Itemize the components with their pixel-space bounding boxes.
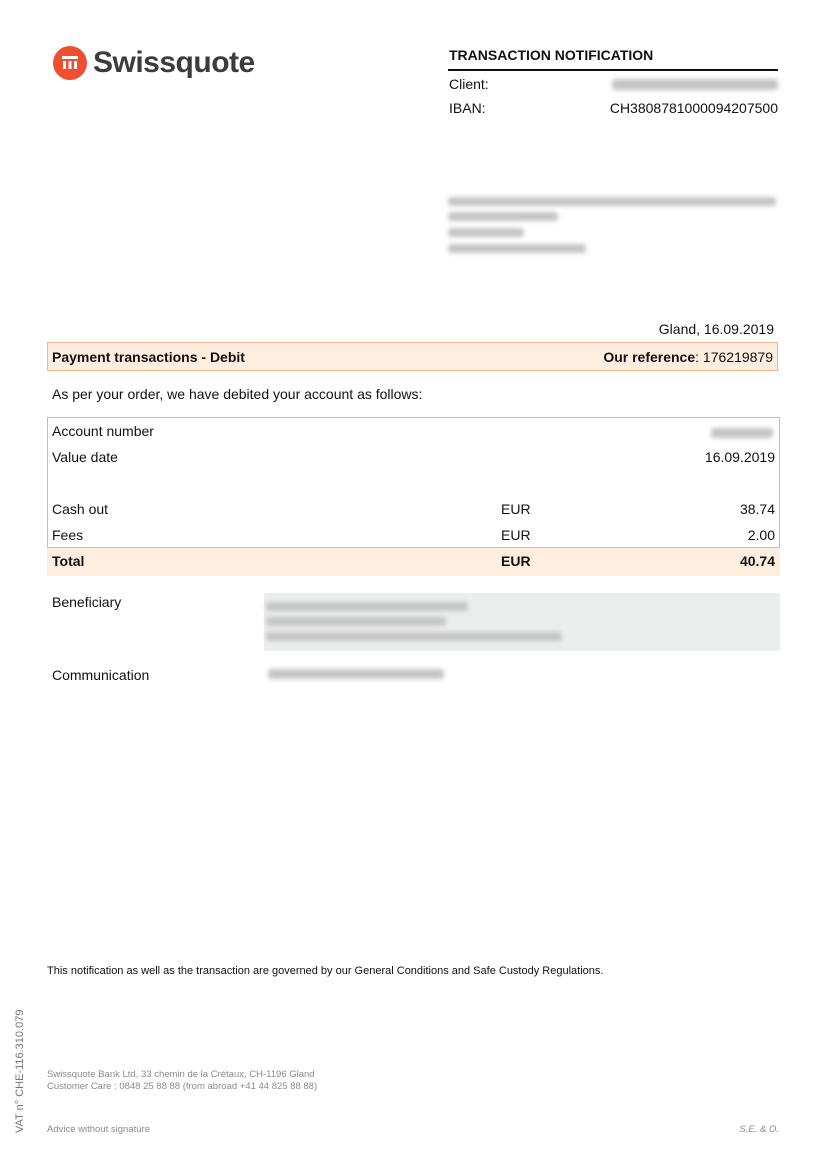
- address-line-redacted: [448, 244, 586, 253]
- logo-wordmark: Swissquote: [93, 46, 255, 79]
- line-currency: EUR: [501, 501, 531, 517]
- total-currency: EUR: [501, 553, 531, 569]
- iban-value: CH3808781000094207500: [609, 100, 778, 116]
- address-line-redacted: [448, 197, 776, 206]
- bank-icon: [53, 46, 87, 80]
- total-label: Total: [52, 553, 85, 569]
- vat-number: VAT n° CHE-116.310.079: [14, 1009, 26, 1133]
- value-date-label: Value date: [52, 449, 118, 465]
- line-currency: EUR: [501, 527, 531, 543]
- transaction-type-bar: [47, 342, 778, 371]
- transaction-details-table: [47, 417, 780, 575]
- footer-customer-care: Customer Care : 0848 25 88 88 (from abroad +41 44 825 88 88): [47, 1080, 318, 1092]
- line-amount: 38.74: [739, 501, 775, 517]
- intro-text: As per your order, we have debited your account as follows:: [52, 386, 423, 402]
- document-title: TRANSACTION NOTIFICATION: [449, 47, 654, 63]
- footer-address: [47, 1069, 317, 1092]
- table-row: [52, 501, 775, 521]
- line-label: Fees: [52, 527, 84, 543]
- beneficiary-line-redacted: [266, 602, 468, 611]
- errors-omissions-note: S.E. & O.: [739, 1124, 779, 1135]
- total-row: [47, 547, 780, 576]
- client-name-redacted: [612, 79, 778, 90]
- address-line-redacted: [448, 228, 524, 237]
- beneficiary-line-redacted: [266, 632, 562, 641]
- reference: [603, 349, 773, 365]
- transaction-type: Payment transactions - Debit: [52, 348, 245, 365]
- communication-redacted: [268, 669, 444, 679]
- line-amount: 2.00: [747, 527, 775, 543]
- client-label: Client:: [449, 76, 489, 92]
- reference-label: Our reference: [603, 348, 696, 365]
- total-amount: 40.74: [739, 553, 775, 569]
- table-row: [52, 527, 775, 547]
- place-and-date: Gland, 16.09.2019: [658, 321, 774, 337]
- iban-label: IBAN:: [449, 100, 486, 116]
- reference-value: : 176219879: [695, 348, 773, 365]
- account-number-label: Account number: [52, 423, 154, 439]
- beneficiary-label: Beneficiary: [52, 594, 122, 610]
- signature-note: Advice without signature: [47, 1124, 150, 1135]
- title-divider: [448, 69, 778, 71]
- legal-notice: This notification as well as the transaction are governed by our General Conditions and Safe Custody Regulations.: [47, 965, 604, 977]
- value-date-row: [52, 449, 775, 469]
- address-line-redacted: [448, 212, 558, 221]
- beneficiary-line-redacted: [266, 617, 446, 626]
- account-number-row: [52, 423, 775, 443]
- account-number-redacted: [711, 428, 773, 438]
- value-date: 16.09.2019: [704, 449, 775, 465]
- communication-label: Communication: [52, 667, 150, 683]
- footer-address-line: Swissquote Bank Ltd, 33 chemin de la Crétaux, CH-1196 Gland: [47, 1069, 315, 1080]
- swissquote-logo: [53, 46, 255, 80]
- line-label: Cash out: [52, 501, 109, 517]
